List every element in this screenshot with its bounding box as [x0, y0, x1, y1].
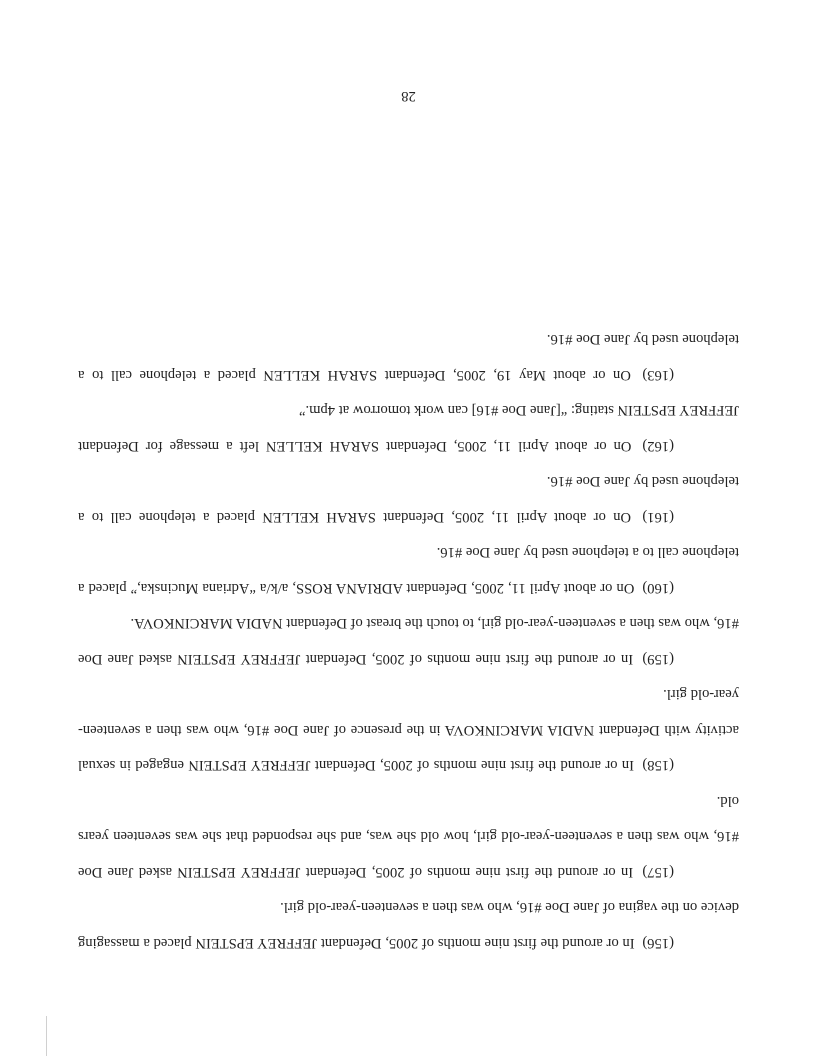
- paragraph-158: [78, 676, 739, 783]
- paragraph-number: (159): [642, 651, 674, 667]
- paragraph-number: (158): [642, 757, 674, 774]
- scan-edge-mark: [46, 1016, 47, 1056]
- paragraph-text: In or around the first nine months of 2005, Defendant JEFFREY EPSTEIN engaged in sexual activity with Defendant NADIA MARCINKOVA in the presence of Jane Doe #16, who was then a seventeen-year-old girl.: [78, 686, 739, 774]
- paragraph-text: On or about April 11, 2005, Defendant SARAH KELLEN placed a telephone call to a telephone used by Jane Doe #16.: [78, 473, 739, 525]
- paragraph-number: (162): [642, 438, 674, 454]
- paragraph-157: [78, 783, 739, 890]
- paragraph-156: [78, 889, 739, 960]
- paragraph-number: (160): [642, 580, 674, 596]
- paragraph-text: On or about April 11, 2005, Defendant SARAH KELLEN left a message for Defendant JEFFREY EPSTEIN stating: “[Jane Doe #16] can work tomorrow at 4pm.”: [78, 402, 739, 454]
- paragraph-160: [78, 534, 739, 605]
- paragraph-text: In or around the first nine months of 2005, Defendant JEFFREY EPSTEIN placed a massaging device on the vagina of Jane Doe #16, who was then a seventeen-year-old girl.: [77, 899, 739, 951]
- paragraph-number: (156): [642, 935, 674, 951]
- paragraph-number: (161): [642, 509, 674, 525]
- paragraph-162: [78, 392, 739, 463]
- paragraph-text: In or around the first nine months of 2005, Defendant JEFFREY EPSTEIN asked Jane Doe #16, who was then a seventeen-year-old girl, how old she was, and she responded that she was seventeen years old.: [78, 793, 739, 880]
- paragraph-161: [78, 463, 739, 534]
- page-number: 28: [401, 88, 416, 104]
- paragraph-text: On or about May 19, 2005, Defendant SARAH KELLEN placed a telephone call to a telephone used by Jane Doe #16.: [78, 331, 739, 383]
- paragraph-text: In or around the first nine months of 2005, Defendant JEFFREY EPSTEIN asked Jane Doe #16, who was then a seventeen-year-old girl, to touch the breast of Defendant NADIA MARCINKOVA.: [78, 615, 739, 667]
- paragraph-163: [78, 321, 739, 392]
- paragraph-number: (163): [642, 367, 674, 383]
- paragraph-text: On or about April 11, 2005, Defendant ADRIANA ROSS, a/k/a “Adriana Mucinska,” placed a telephone call to a telephone used by Jane Doe #16.: [78, 544, 739, 596]
- document-body: [78, 321, 739, 960]
- paragraph-159: [78, 605, 739, 676]
- paragraph-number: (157): [642, 864, 674, 880]
